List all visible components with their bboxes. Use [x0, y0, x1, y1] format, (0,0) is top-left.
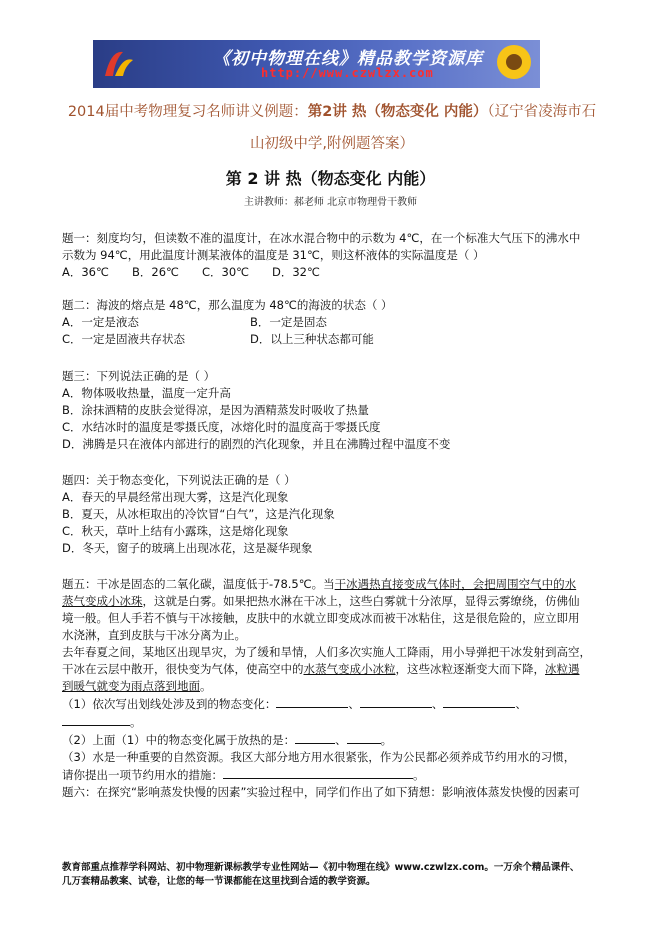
- question-2-stem: 题二：海波的熔点是 48℃，那么温度为 48℃的海波的状态（ ）: [62, 298, 393, 312]
- q5-underlined-phrase: 水蒸气变成小冰粒: [303, 662, 396, 676]
- question-4-stem: 题四：关于物态变化，下列说法正确的是（ ）: [62, 473, 296, 487]
- option-c: C．水结冰时的温度是零摄氏度，冰熔化时的温度高于零摄氏度: [62, 420, 381, 434]
- banner-url[interactable]: http://www.czwlzx.com: [261, 66, 434, 80]
- option-d: D．冬天，窗子的玻璃上出现冰花，这是凝华现象: [62, 541, 313, 555]
- q5-underlined-phrase: 到暖气就变为雨点落到地面: [62, 679, 200, 693]
- question-5-paragraph-1-line4: 水浇淋，直到皮肤与干冰分离为止。: [62, 628, 246, 642]
- page-footer: [62, 861, 602, 889]
- option-d: D．以上三种状态都可能: [250, 332, 374, 346]
- question-3: [62, 368, 592, 453]
- q5-text: ，这就是白雾。如果把热水淋在干冰上，这些白雾就十分浓厚，显得云雾缭绕，仿佛仙: [142, 594, 580, 608]
- option-b: B．26℃: [132, 265, 179, 279]
- option-a: A．春天的早晨经常出现大雾，这是汽化现象: [62, 490, 289, 504]
- question-5-sub-3-line2: 请你提出一项节约用水的措施： 。: [62, 768, 425, 782]
- q5-text: 题五：干冰是固态的二氧化碳，温度低于-78.5℃。当: [62, 577, 335, 591]
- footer-line-2: 几万套精品教案、试卷，让您的每一节课都能在这里找到合适的教学资源。: [62, 876, 376, 887]
- option-d: D．32℃: [272, 265, 320, 279]
- option-b: B．夏天，从冰柜取出的冷饮冒“白气”，这是汽化现象: [62, 507, 335, 521]
- q5-text: ，这些冰粒逐渐变大而下降，: [395, 662, 545, 676]
- q5-underlined-phrase: 冰粒遇: [545, 662, 580, 676]
- header-banner: [93, 40, 540, 88]
- question-5-sub-2: （2）上面（1）中的物态变化属于放热的是： 、 。: [62, 733, 393, 747]
- answer-blank[interactable]: [347, 731, 381, 744]
- question-5-paragraph-2-line3: [62, 678, 592, 695]
- answer-blank[interactable]: [276, 695, 348, 708]
- answer-blank[interactable]: [62, 713, 130, 726]
- question-1-stem-line2: 示数为 94℃，用此温度计测某液体的温度是 31℃，则这杯液体的实际温度是（ ）: [62, 248, 485, 262]
- option-a: A．36℃: [62, 265, 109, 279]
- document-title-suffix: （辽宁省凌海市石山初级中学,附例题答案）: [249, 104, 597, 152]
- answer-blank[interactable]: [360, 695, 432, 708]
- question-2-options-row2: [62, 331, 592, 348]
- question-2: [62, 297, 592, 348]
- question-1: [62, 230, 592, 281]
- option-b: B．涂抹酒精的皮肤会觉得凉，是因为酒精蒸发时吸收了热量: [62, 403, 369, 417]
- question-5-paragraph-2-line2: [62, 661, 592, 678]
- option-a: A．物体吸收热量，温度一定升高: [62, 386, 231, 400]
- answer-blank[interactable]: [295, 731, 335, 744]
- q5-text: 干冰在云层中散开，很快变为气体，使高空中的: [62, 662, 304, 676]
- question-6-stem: 题六：在探究“影响蒸发快慢的因素”实验过程中，同学们作出了如下猜想：影响液体蒸发快慢的因素可: [62, 785, 580, 799]
- option-c: C．秋天，草叶上结有小露珠，这是熔化现象: [62, 524, 289, 538]
- footer-line-1: 教育部重点推荐学科网站、初中物理新课标教学专业性网站—《初中物理在线》www.czwlzx.com。一万余个精品课件、: [62, 862, 580, 873]
- question-3-stem: 题三：下列说法正确的是（ ）: [62, 369, 216, 383]
- question-4: [62, 472, 592, 557]
- option-c: C．30℃: [202, 265, 250, 279]
- document-title: [62, 96, 602, 160]
- question-5-paragraph-1-line2: [62, 593, 592, 610]
- question-2-options-row1: [62, 314, 592, 331]
- sub-question-text: （2）上面（1）中的物态变化属于放热的是：: [62, 733, 296, 747]
- question-1-options: [62, 264, 592, 281]
- question-5-sub-1: （1）依次写出划线处涉及到的物态变化： 、 、 、。: [62, 697, 527, 729]
- question-5-paragraph-1-line1: [62, 576, 592, 593]
- answer-blank[interactable]: [223, 766, 413, 779]
- option-d: D．沸腾是只在液体内部进行的剧烈的汽化现象，并且在沸腾过程中温度不变: [62, 437, 451, 451]
- option-a: A．一定是液态: [62, 315, 139, 329]
- question-5-paragraph-2-line1: 去年春夏之间，某地区出现旱灾，为了缓和旱情，人们多次实施人工降雨，用小导弹把干冰发射到高空，: [62, 645, 591, 659]
- lecture-title: 第 2 讲 热（物态变化 内能）: [225, 169, 436, 188]
- banner-title: 《初中物理在线》精品教学资源库: [213, 49, 483, 69]
- q5-underlined-phrase: 干冰遇热直接变成气体时，会把周围空气中的水: [334, 577, 577, 591]
- document-title-prefix: 2014届中考物理复习名师讲义例题：: [67, 104, 308, 120]
- document-title-bold: 第2讲 热（物态变化 内能）: [307, 104, 488, 120]
- option-b: B．一定是固态: [250, 315, 327, 329]
- option-c: C．一定是固液共存状态: [62, 332, 186, 346]
- q5-text: 。: [200, 679, 212, 693]
- sunflower-icon: [488, 42, 536, 86]
- answer-blank[interactable]: [443, 695, 515, 708]
- question-5-paragraph-1-line3: 境一般。但人手若不慎与干冰接触，皮肤中的水就立即变成冰而被干冰粘住，这是很危险的，应立即用: [62, 611, 580, 625]
- question-1-stem-line1: 题一：刻度均匀，但读数不准的温度计，在冰水混合物中的示数为 4℃，在一个标准大气压下的沸水中: [62, 231, 581, 245]
- q5-underlined-phrase: 蒸气变成小冰珠: [62, 594, 143, 608]
- site-logo-icon: [101, 46, 137, 82]
- lecturer-line: 主讲教师：郝老师 北京市物理骨干教师: [243, 197, 418, 208]
- sub-question-text: （1）依次写出划线处涉及到的物态变化：: [62, 697, 277, 711]
- question-5-sub-3-line1: （3）水是一种重要的自然资源。我区大部分地方用水很紧张，作为公民都必须养成节约用水的习惯，: [62, 750, 576, 764]
- sub-question-text: 请你提出一项节约用水的措施：: [62, 768, 223, 782]
- question-5: [62, 576, 592, 784]
- question-6: [62, 784, 592, 801]
